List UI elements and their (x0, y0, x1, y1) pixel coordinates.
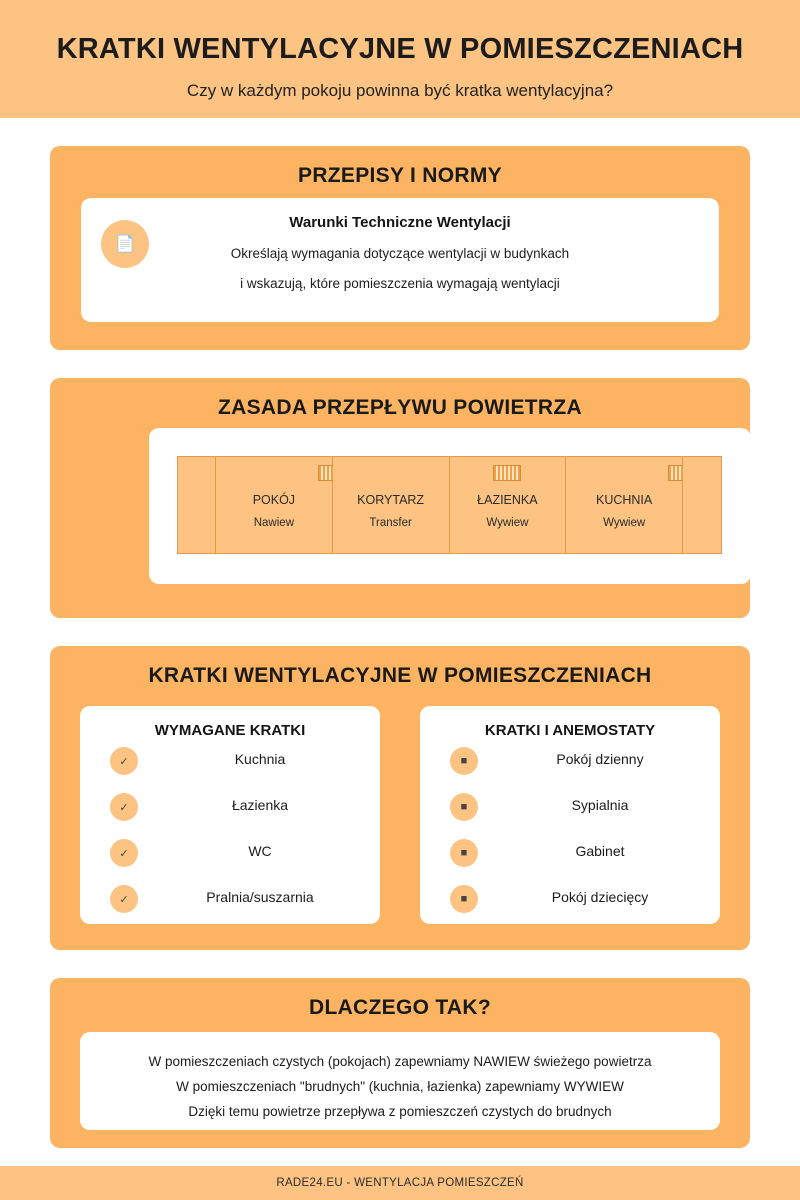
room-name: POKÓJ (252, 493, 296, 507)
list-item-label: Kuchnia (234, 751, 286, 767)
check-icon: ✓ (110, 885, 138, 913)
airflow-diagram-card (149, 428, 751, 584)
room-role: Wywiew (603, 517, 646, 529)
room-korytarz (333, 457, 450, 553)
section-regulations (50, 146, 750, 350)
section-why (50, 978, 750, 1148)
room-role: Wywiew (486, 517, 529, 529)
document-icon: 📄 (101, 220, 149, 268)
list-item-label: WC (248, 843, 272, 859)
regulations-line-1: Określają wymagania dotyczące wentylacji w budynkach (230, 246, 570, 261)
section-title-rooms: KRATKI WENTYLACYJNE W POMIESZCZENIACH (148, 664, 652, 687)
footer-text: RADE24.EU - WENTYLACJA POMIESZCZEŃ (276, 1177, 524, 1189)
room-role: Nawiew (253, 517, 294, 529)
why-card (80, 1032, 720, 1130)
page-footer (0, 1166, 800, 1200)
why-line-1: W pomieszczeniach czystych (pokojach) zapewniamy NAWIEW świeżego powietrza (148, 1054, 652, 1069)
grille-icon: ■ (450, 885, 478, 913)
list-item (420, 745, 720, 785)
grille-icon (493, 465, 521, 481)
required-grilles-title: WYMAGANE KRATKI (154, 722, 306, 739)
list-item (420, 883, 720, 923)
list-item-label: Łazienka (231, 797, 289, 813)
grilles-anemostats-card (420, 706, 720, 924)
grille-icon: ■ (450, 747, 478, 775)
grilles-anemostats-title: KRATKI I ANEMOSTATY (484, 722, 656, 739)
room-name: KUCHNIA (595, 493, 653, 507)
regulations-card (81, 198, 719, 322)
required-grilles-card (80, 706, 380, 924)
section-title-airflow: ZASADA PRZEPŁYWU POWIETRZA (217, 396, 582, 419)
grille-icon: ■ (450, 839, 478, 867)
check-icon: ✓ (110, 839, 138, 867)
section-title-why: DLACZEGO TAK? (309, 996, 491, 1019)
page-header (0, 0, 800, 118)
room-kuchnia (566, 457, 683, 553)
list-item (80, 745, 380, 785)
list-item (80, 837, 380, 877)
room-lazienka (450, 457, 567, 553)
list-item (80, 883, 380, 923)
room-name: ŁAZIENKA (477, 493, 538, 507)
list-item-label: Pokój dziecięcy (551, 889, 649, 905)
room-pokoj (216, 457, 333, 553)
airflow-rooms (177, 456, 722, 554)
check-icon: ✓ (110, 747, 138, 775)
why-line-2: W pomieszczeniach "brudnych" (kuchnia, łazienka) zapewniamy WYWIEW (176, 1079, 624, 1094)
room-name: KORYTARZ (357, 493, 425, 507)
room-edge-right (683, 457, 721, 553)
list-item (420, 791, 720, 831)
list-item-label: Pralnia/suszarnia (206, 889, 314, 905)
check-icon: ✓ (110, 793, 138, 821)
why-line-3: Dzięki temu powietrze przepływa z pomieszczeń czystych do brudnych (188, 1104, 612, 1119)
list-item-label: Gabinet (575, 843, 625, 859)
section-rooms (50, 646, 750, 950)
regulations-line-2: i wskazują, które pomieszczenia wymagają wentylacji (240, 276, 560, 291)
room-role: Transfer (369, 517, 412, 529)
list-item-label: Pokój dzienny (556, 751, 644, 767)
grille-icon: ■ (450, 793, 478, 821)
page-subtitle: Czy w każdym pokoju powinna być kratka wentylacyjna? (186, 80, 614, 100)
room-edge-left (178, 457, 216, 553)
regulations-card-title: Warunki Techniczne Wentylacji (289, 214, 511, 231)
list-item (80, 791, 380, 831)
page-title: KRATKI WENTYLACYJNE W POMIESZCZENIACH (56, 33, 744, 65)
section-title-regulations: PRZEPISY I NORMY (298, 164, 502, 187)
list-item (420, 837, 720, 877)
section-airflow (50, 378, 750, 618)
list-item-label: Sypialnia (571, 797, 629, 813)
